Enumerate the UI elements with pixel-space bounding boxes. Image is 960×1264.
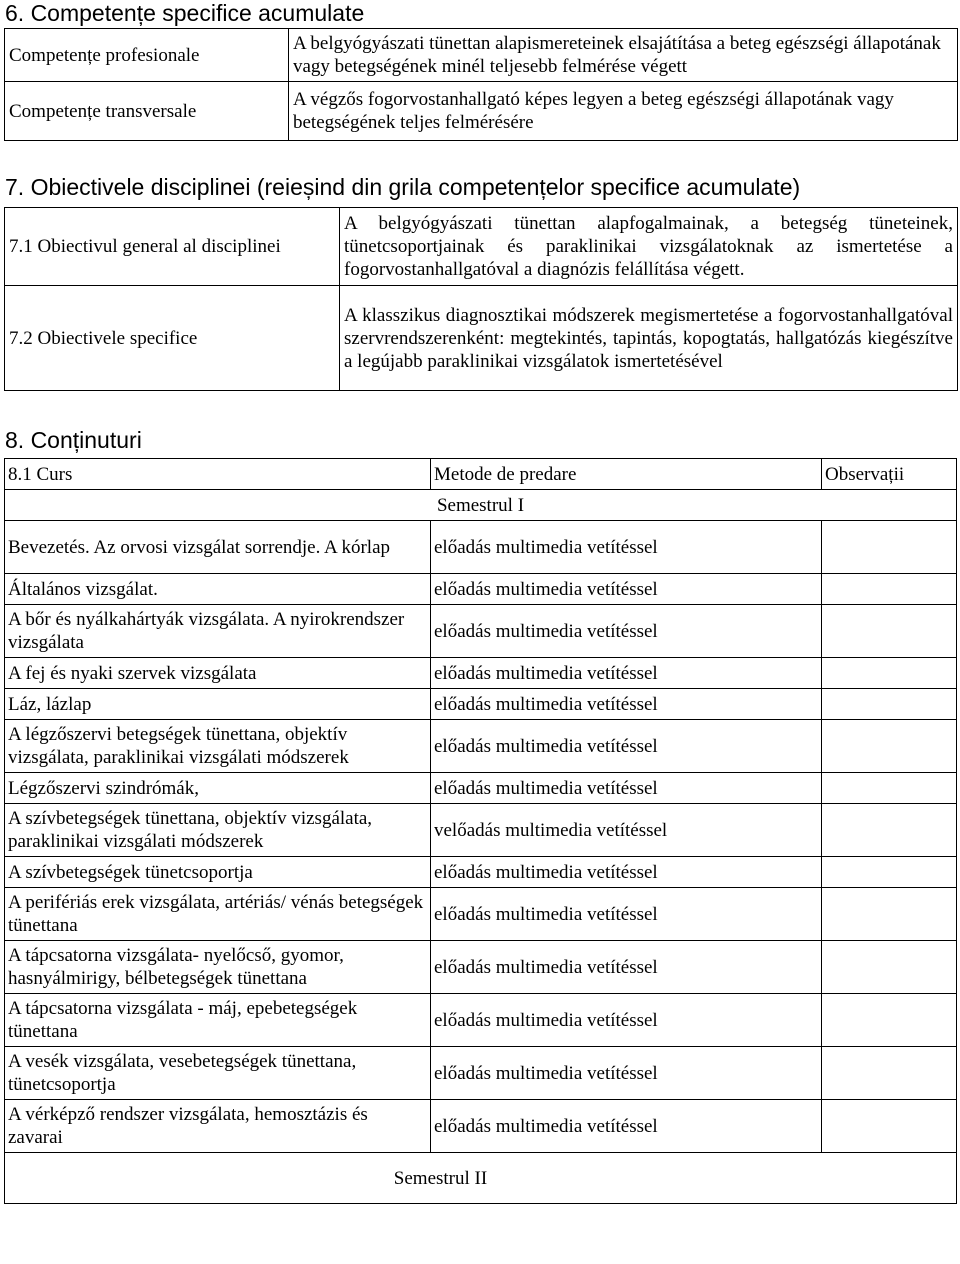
observation-cell [822,658,957,689]
table-row [5,605,957,658]
column-header-curs: 8.1 Curs [5,459,431,490]
course-topic: A tápcsatorna vizsgálata - máj, epebetegségek tünettana [5,994,431,1047]
objective-label: 7.2 Obiectivele specifice [5,286,340,391]
course-topic: A szívbetegségek tünettana, objektív vizsgálata, paraklinikai vizsgálati módszerek [5,804,431,857]
observation-cell [822,720,957,773]
observation-cell [822,941,957,994]
table-row [5,1047,957,1100]
observation-cell [822,605,957,658]
semester-label: Semestrul I [5,490,957,521]
teaching-method: velőadás multimedia vetítéssel [431,804,822,857]
course-topic: A fej és nyaki szervek vizsgálata [5,658,431,689]
semester-row [5,490,957,521]
teaching-method: előadás multimedia vetítéssel [431,720,822,773]
course-topic: Láz, lázlap [5,689,431,720]
column-header-methods: Metode de predare [431,459,822,490]
objective-text: A klasszikus diagnosztikai módszerek megismertetése a fogorvostanhallgatóval szervrendszerenként: megtekintés, tapintás, kopogtatás, hallgatózás kiegészítve a legújabb paraklinikai vizsgálatok ismertetésével [340,286,958,391]
course-topic: A vesék vizsgálata, vesebetegségek tünettana, tünetcsoportja [5,1047,431,1100]
table-header-row [5,459,957,490]
teaching-method: előadás multimedia vetítéssel [431,1047,822,1100]
course-topic: A tápcsatorna vizsgálata- nyelőcső, gyomor, hasnyálmirigy, bélbetegségek tünettana [5,941,431,994]
teaching-method: előadás multimedia vetítéssel [431,773,822,804]
teaching-method: előadás multimedia vetítéssel [431,658,822,689]
objectives-table [4,207,958,391]
course-topic: A szívbetegségek tünetcsoportja [5,857,431,888]
observation-cell [822,804,957,857]
observation-cell [822,1047,957,1100]
course-topic: A perifériás erek vizsgálata, artériás/ vénás betegségek tünettana [5,888,431,941]
observation-cell [822,888,957,941]
teaching-method: előadás multimedia vetítéssel [431,521,822,574]
course-topic: A légzőszervi betegségek tünettana, objektív vizsgálata, paraklinikai vizsgálati módszerek [5,720,431,773]
teaching-method: előadás multimedia vetítéssel [431,857,822,888]
competence-row-transversal [5,82,958,141]
observation-cell [822,574,957,605]
course-topic: Általános vizsgálat. [5,574,431,605]
section7-heading: 7. Obiectivele disciplinei (reieșind din grila competențelor specifice acumulate) [5,174,801,200]
course-topic: A bőr és nyálkahártyák vizsgálata. A nyirokrendszer vizsgálata [5,605,431,658]
table-row [5,521,957,574]
table-row [5,994,957,1047]
table-row [5,804,957,857]
contents-table [4,458,957,1204]
competence-label: Competențe transversale [5,82,289,141]
observation-cell [822,773,957,804]
section8-heading: 8. Conținuturi [5,427,142,453]
observation-cell [822,521,957,574]
teaching-method: előadás multimedia vetítéssel [431,574,822,605]
table-row [5,574,957,605]
section6-heading: 6. Competențe specifice acumulate [5,0,365,26]
teaching-method: előadás multimedia vetítéssel [431,689,822,720]
objective-row-general [5,208,958,286]
objective-row-specific [5,286,958,391]
competence-label: Competențe profesionale [5,29,289,82]
teaching-method: előadás multimedia vetítéssel [431,994,822,1047]
observation-cell [822,994,957,1047]
table-row [5,941,957,994]
objective-text: A belgyógyászati tünettan alapfogalmainak, a betegség tüneteinek, tünetcsoportjainak és paraklinikai vizsgálatoknak az ismertetése a fogorvostanhallgatóval a diagnózis felállítása végett. [340,208,958,286]
objective-label: 7.1 Obiectivul general al disciplinei [5,208,340,286]
observation-cell [822,689,957,720]
course-topic: A vérképző rendszer vizsgálata, hemosztázis és zavarai [5,1100,431,1153]
table-row [5,1100,957,1153]
competence-row-professional [5,29,958,82]
observation-cell [822,857,957,888]
teaching-method: előadás multimedia vetítéssel [431,605,822,658]
observation-cell [822,1100,957,1153]
table-row [5,689,957,720]
column-header-observations: Observații [822,459,957,490]
competences-table [4,28,958,141]
course-topic: Légzőszervi szindrómák, [5,773,431,804]
table-row [5,773,957,804]
teaching-method: előadás multimedia vetítéssel [431,941,822,994]
course-topic: Bevezetés. Az orvosi vizsgálat sorrendje. A kórlap [5,521,431,574]
semester-label: Semestrul II [5,1153,957,1204]
table-row [5,658,957,689]
competence-text: A belgyógyászati tünettan alapismereteinek elsajátítása a beteg egészségi állapotának vagy betegségének minél teljesebb felmérése végett [289,29,958,82]
teaching-method: előadás multimedia vetítéssel [431,1100,822,1153]
table-row [5,720,957,773]
table-row [5,857,957,888]
table-row [5,888,957,941]
teaching-method: előadás multimedia vetítéssel [431,888,822,941]
competence-text: A végzős fogorvostanhallgató képes legyen a beteg egészségi állapotának vagy betegségének teljes felmérésére [289,82,958,141]
semester-row [5,1153,957,1204]
